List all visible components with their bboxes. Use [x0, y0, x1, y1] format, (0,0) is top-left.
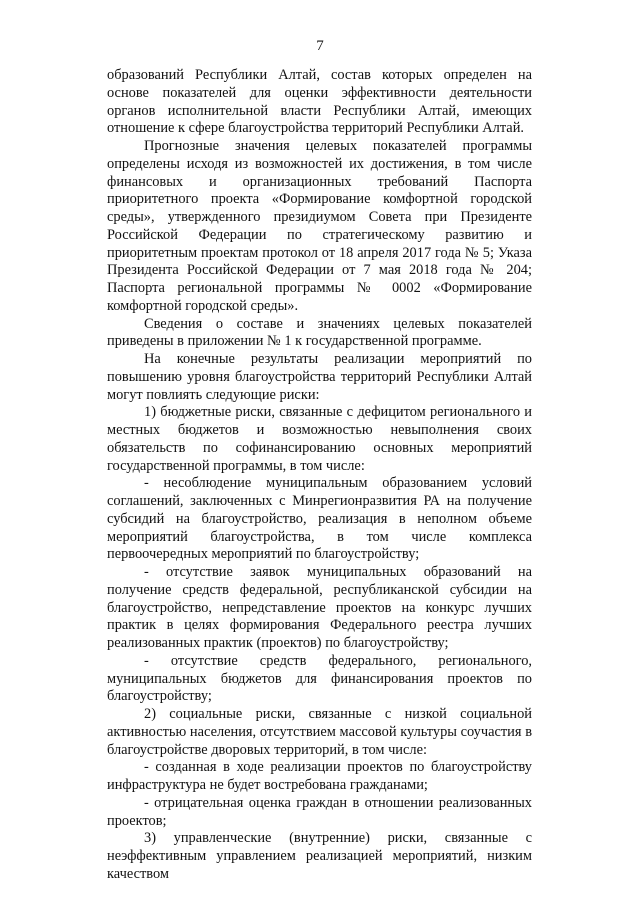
paragraph-11: - отрицательная оценка граждан в отношении реализованных проектов;: [107, 794, 532, 829]
paragraph-7: - отсутствие заявок муниципальных образований на получение средств федеральной, республиканской субсидии на благоустройство, непредставление проектов на конкурс лучших практик в целях формирования Федерального реестра лучших реализованных практик (проектов) по благоустройству;: [107, 564, 532, 651]
document-body: [107, 67, 532, 884]
paragraph-5: 1) бюджетные риски, связанные с дефицитом регионального и местных бюджетов и возможностью невыполнения своих обязательств по софинансированию основных мероприятий государственной программы, в том числе:: [107, 404, 532, 474]
paragraph-10: - созданная в ходе реализации проектов по благоустройству инфраструктура не будет востребована гражданами;: [107, 759, 532, 793]
paragraph-1: образований Республики Алтай, состав которых определен на основе показателей для оценки эффективности деятельности органов исполнительной власти Республики Алтай, имеющих отношение к сфере благоустройства территорий Республики Алтай.: [107, 67, 532, 137]
paragraph-8: - отсутствие средств федерального, регионального, муниципальных бюджетов для финансирования проектов по благоустройству;: [107, 652, 532, 705]
paragraph-2: Прогнозные значения целевых показателей программы определены исходя из возможностей их достижения, в том числе финансовых и организационных требований Паспорта приоритетного проекта «Формирование комфортной городской среды», утвержденного президиумом Совета при Президенте Российской Федерации по стратегическому развитию и приоритетным проектам протокол от 18 апреля 2017 года № 5; Указа Президента Российской Федерации от 7 мая 2018 года № 204; Паспорта региональной программы № 0002 «Формирование комфортной городской среды».: [107, 138, 532, 314]
paragraph-12: 3) управленческие (внутренние) риски, связанные с неэффективным управлением реализацией мероприятий, низким качеством: [107, 830, 532, 882]
paragraph-6: - несоблюдение муниципальным образованием условий соглашений, заключенных с Минрегионразвития РА на получение субсидий на благоустройство, реализация в неполном объеме мероприятий благоустройства, в том числе комплекса первоочередных мероприятий по благоустройству;: [107, 475, 532, 563]
page-number: 7: [316, 38, 324, 54]
paragraph-9: 2) социальные риски, связанные с низкой социальной активностью населения, отсутствием массовой культуры соучастия в благоустройстве дворовых территорий, в том числе:: [107, 706, 532, 758]
paragraph-4: На конечные результаты реализации мероприятий по повышению уровня благоустройства территорий Республики Алтай могут повлиять следующие риски:: [107, 351, 532, 403]
paragraph-3: Сведения о составе и значениях целевых показателей приведены в приложении № 1 к государственной программе.: [107, 315, 532, 350]
